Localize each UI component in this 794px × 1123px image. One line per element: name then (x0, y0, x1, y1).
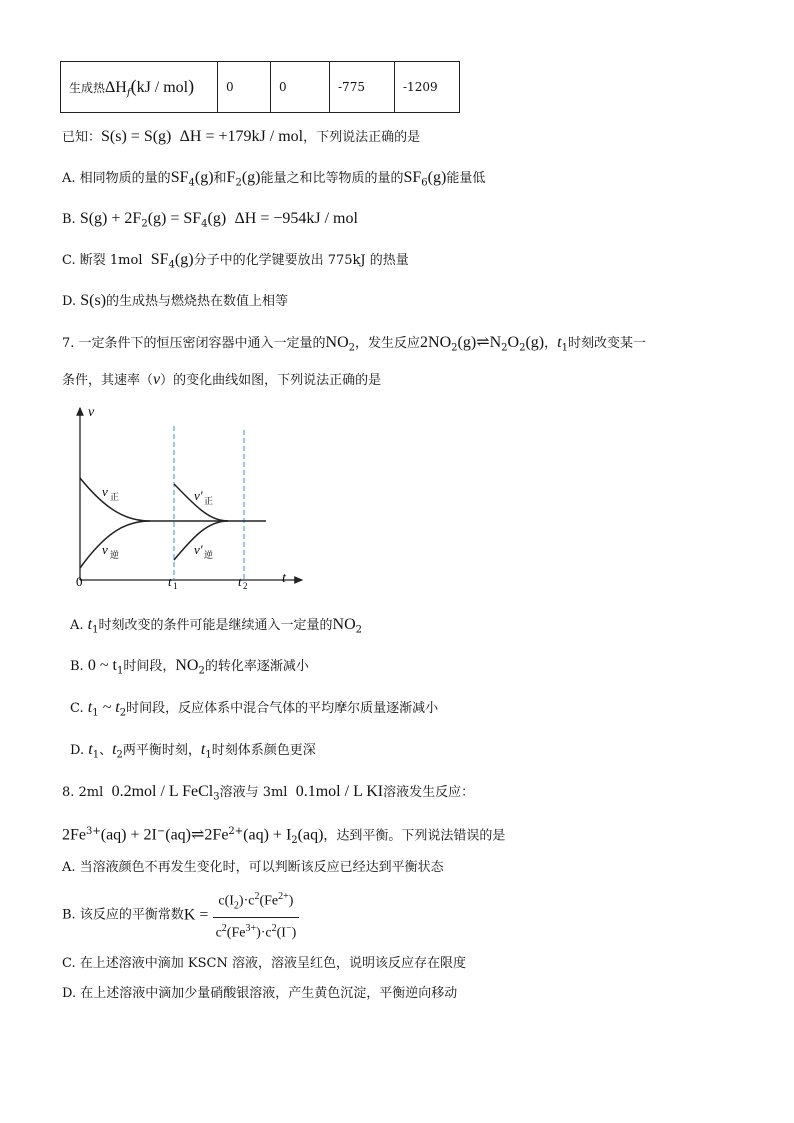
q7-stem-text-3: ， (544, 336, 558, 351)
q7-option-d (70, 740, 316, 766)
option-label: D. (62, 986, 77, 1001)
t1-tick-sub: 1 (173, 581, 178, 591)
formula-n: N (489, 334, 502, 351)
num-part: ) (288, 893, 294, 909)
formula-sf6: SF (403, 169, 422, 186)
v-reverse-2-sub: 逆 (204, 550, 214, 560)
state-g: (g) (194, 169, 214, 186)
state-g: (g) (241, 169, 261, 186)
formula-sub: 2 (198, 665, 205, 677)
var-t: t (88, 741, 93, 758)
formula-sub: 2 (291, 834, 298, 846)
formula-sub: 6 (421, 177, 428, 189)
formula-sub: 3 (213, 791, 220, 803)
table-cell: -775 (330, 62, 395, 113)
formula-s: S(s) (80, 292, 107, 309)
formula-sub: 2 (116, 749, 123, 761)
equilibrium-arrow-icon: ⇌ (191, 826, 205, 844)
formula-sub: 1 (205, 749, 212, 761)
q6-known-dh: ΔH = +179kJ / mol (179, 128, 304, 145)
den-part: c (215, 926, 222, 942)
q7-option-c (70, 698, 438, 724)
option-label: C. (62, 253, 76, 268)
q6-option-c (62, 250, 409, 276)
origin-label: 0 (76, 574, 83, 589)
q6-known-equation: S(s) = S(g) (101, 128, 172, 145)
v-reverse-sub: 逆 (110, 550, 120, 560)
formula-no2: NO (175, 657, 199, 674)
v-forward-label: v (102, 484, 108, 499)
formula-sub: 2 (355, 624, 362, 636)
q7-stem-text-5: 条件，其速率（ (62, 373, 154, 388)
q7-d-separator: 、 (99, 743, 113, 758)
num-part: (Fe (259, 893, 279, 909)
q8-a-text: 当溶液颜色不再发生变化时，可以判断该反应已经达到平衡状态 (79, 860, 444, 875)
table-cell: 0 (218, 62, 271, 113)
var-t: t (87, 699, 93, 716)
q7-option-b (70, 656, 309, 682)
q6-option-b (62, 209, 358, 235)
formula-f2: F (226, 169, 236, 186)
q6-d-text: 的生成热与燃烧热在数值上相等 (106, 294, 289, 309)
var-v: v (153, 371, 161, 388)
formula-o: O (507, 334, 520, 351)
formula-sub: 1 (92, 624, 99, 636)
formula-sub: 1 (561, 342, 568, 354)
var-t: t (87, 616, 93, 633)
q8-stem-text-3: 溶液发生反应： (383, 785, 475, 800)
formula-sub: 2 (235, 177, 242, 189)
var-t: t (557, 334, 562, 351)
v-forward-sub: 正 (110, 492, 120, 502)
q7-stem-text-1: 7. 一定条件下的恒压密闭容器中通入一定量的 (62, 336, 326, 351)
q8-option-c (62, 954, 466, 974)
formula-2fe: 2Fe (62, 826, 86, 844)
option-label: A. (62, 860, 76, 875)
state-g: (g) (427, 169, 447, 186)
formula-sup: 2+ (278, 891, 289, 902)
formula-sf4: SF (170, 169, 189, 186)
v-forward-2-sub: 正 (204, 496, 214, 506)
q6-known-prefix: 已知： (62, 130, 102, 145)
formula-sub: 4 (201, 218, 208, 230)
row-label-text: 生成热 (69, 80, 106, 95)
v-forward-2-label: v′ (194, 488, 203, 503)
q6-known-suffix: ，下列说法正确的是 (303, 130, 421, 145)
option-label: A. (70, 618, 84, 633)
formula-no2: NO (332, 616, 356, 633)
q8-option-d (62, 984, 457, 1004)
formula-sub: 2 (141, 218, 148, 230)
q7-stem-text-2: ，发生反应 (355, 336, 421, 351)
formula-sub: 2 (348, 342, 356, 354)
q8-stem-text-2: 溶液与 3ml (219, 785, 288, 800)
q7-stem-line-2 (62, 370, 381, 391)
q6-c-text-1: 断裂 1mol (79, 253, 143, 268)
formula-sub: 2 (519, 342, 526, 354)
q6-option-a (62, 168, 485, 194)
option-label: D. (70, 743, 85, 758)
v-reverse-label: v (102, 542, 108, 557)
q7-option-a (70, 615, 362, 641)
q6-a-text-1: 相同物质的量的 (79, 171, 171, 186)
q7-b-text-1: 时间段， (123, 659, 176, 674)
formula-2i: (aq) + 2I (100, 826, 157, 844)
q8-equation-tail: ，达到平衡。下列说法错误的是 (323, 828, 506, 844)
option-label: B. (70, 659, 84, 674)
formula-sub: 1 (116, 665, 124, 677)
option-label: B. (62, 212, 76, 227)
q6-b-eq-2: (g) = SF (147, 210, 202, 227)
den-part: (Fe (226, 926, 246, 942)
q6-c-text-2: 分子中的化学键要放出 775kJ 的热量 (193, 253, 409, 268)
t2-tick-sub: 2 (243, 581, 248, 591)
x-axis-label: t (282, 571, 286, 586)
q7-stem-text-6: ）的变化曲线如图，下列说法正确的是 (160, 373, 382, 388)
den-part: ) (291, 926, 297, 942)
q7-d-text-2: 时刻体系颜色更深 (211, 743, 316, 758)
table-cell: -1209 (395, 62, 460, 113)
q7-a-text: 时刻改变的条件可能是继续通入一定量的 (98, 618, 333, 633)
q7-stem-text-4: 时刻改变某一 (567, 336, 646, 351)
formula-sup: − (156, 826, 166, 837)
q6-a-text-3: 能量之和比等物质的量的 (260, 171, 404, 186)
formula-sup: 2 (271, 923, 277, 935)
t2-tick-label: t (238, 574, 242, 589)
option-label: A. (62, 171, 76, 186)
q8-option-a (62, 858, 444, 878)
q8-stem-line-1 (62, 782, 474, 808)
equilibrium-constant-k: K = (183, 906, 209, 924)
formula-sub: 2 (233, 900, 239, 912)
q8-c-text: 在上述溶液中滴加 KSCN 溶液，溶液呈红色，说明该反应存在限度 (79, 956, 466, 971)
formula-2no2: 2NO (420, 334, 452, 351)
row-symbol: ΔH (105, 78, 127, 96)
reverse-rate-curve (80, 521, 150, 568)
equilibrium-constant-fraction (213, 888, 300, 943)
table-row (61, 62, 460, 113)
var-t: t (112, 741, 117, 758)
den-part: )·c (256, 926, 272, 942)
num-part: )·c (238, 893, 255, 909)
formula-no2: NO (325, 334, 349, 351)
formula-sub: 1 (92, 749, 100, 761)
state-g: (g) (525, 334, 545, 351)
num-part: c(I (218, 893, 234, 909)
table-row-label: 生成热$\Delta H_f(kJ / mol)$ (61, 62, 218, 113)
formula-sub: 1 (92, 707, 99, 719)
row-unit: kJ / mol (136, 78, 189, 96)
var-t: t (200, 741, 206, 758)
formula-sup: 3+ (245, 923, 257, 935)
q8-ki-conc: 0.1mol / L KI (295, 783, 384, 800)
v-reverse-2-label: v′ (194, 542, 203, 557)
q6-known (62, 127, 420, 148)
state-g: (g) (457, 334, 477, 351)
q8-fecl3-conc: 0.2mol / L FeCl (111, 783, 214, 800)
formula-2fe: 2Fe (204, 826, 229, 844)
q8-option-b (62, 888, 299, 943)
option-label: B. (62, 907, 76, 923)
formula-sf4: SF (150, 251, 169, 268)
equilibrium-arrow-icon: ⇌ (476, 334, 490, 351)
fraction-numerator (213, 888, 300, 918)
option-label: C. (70, 701, 84, 716)
q7-b-range: 0 ~ t (87, 657, 117, 674)
option-label: C. (62, 956, 76, 971)
row-symbol-sub: f (126, 87, 131, 99)
state-aq: (aq) (297, 826, 324, 844)
formula-sup: 2 (221, 923, 227, 935)
formula-i2: (aq) + I (243, 826, 292, 844)
q7-c-text: 时间段，反应体系中混合气体的平均摩尔质量逐渐减小 (126, 701, 439, 716)
q8-equation (62, 822, 505, 851)
y-axis-label: v (88, 405, 95, 420)
q6-b-eq-1: S(g) + 2F (79, 210, 142, 227)
formula-sub: 4 (168, 259, 175, 271)
formula-sup: 2 (254, 891, 260, 902)
fraction-denominator (213, 918, 300, 943)
formula-sub: 2 (119, 707, 127, 719)
heat-of-formation-table (60, 61, 460, 113)
q6-a-text-2: 和 (213, 171, 227, 186)
rate-time-graph (66, 400, 316, 596)
den-part: (I (276, 926, 286, 942)
formula-sup: − (285, 923, 292, 935)
q6-option-d (62, 291, 288, 312)
q8-d-text: 在上述溶液中滴加少量硝酸银溶液，产生黄色沉淀，平衡逆向移动 (80, 986, 458, 1001)
formula-sub: 2 (501, 342, 508, 354)
formula-sub: 4 (188, 177, 195, 189)
q8-stem-text-1: 8. 2ml (62, 785, 104, 800)
q8-b-text: 该反应的平衡常数 (79, 907, 184, 923)
q6-b-eq-3: (g) (207, 210, 227, 227)
forward-rate-curve (80, 478, 266, 521)
option-label: D. (62, 294, 77, 309)
formula-sub: 2 (451, 342, 458, 354)
formula-sup: 2+ (228, 826, 244, 837)
q6-b-dh: ΔH = −954kJ / mol (234, 210, 358, 227)
t1-tick-label: t (168, 574, 172, 589)
state-aq: (aq) (165, 826, 192, 844)
q7-b-text-2: 的转化率逐渐减小 (204, 659, 309, 674)
q7-d-text-1: 两平衡时刻， (122, 743, 201, 758)
q7-c-range: ~ t (98, 699, 120, 716)
q6-a-text-4: 能量低 (446, 171, 486, 186)
q7-stem-line-1 (62, 333, 646, 359)
table-cell: 0 (271, 62, 330, 113)
formula-sup: 3+ (86, 826, 101, 837)
state-g: (g) (174, 251, 194, 268)
